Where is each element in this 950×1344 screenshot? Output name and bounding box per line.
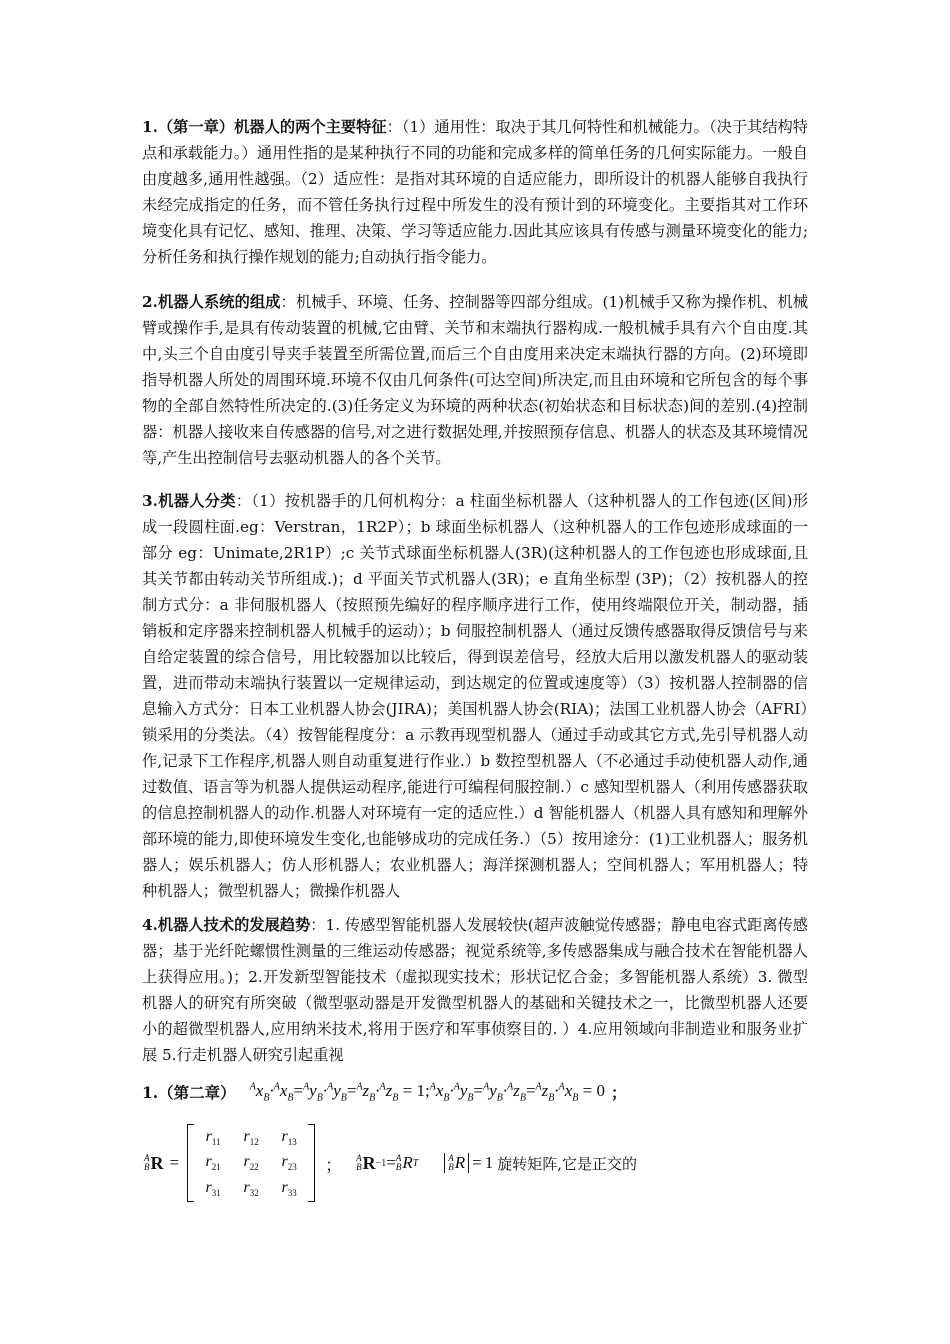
rotation-matrix (187, 1124, 315, 1202)
matrix-entry: $r_{11}$ (205, 1128, 221, 1148)
section-2-body: ：机械手、环境、任务、控制器等四部分组成。(1)机械手又称为操作机、机械臂或操作手,是具有传动装置的机械,它由臂、关节和末端执行器构成.一般机械手具有六个自由度.其中,头三个自由度引导夹手装置至所需位置,而后三个自由度用来决定末端执行器的方向。(2)环境即指导机器人所处的周围环境.环境不仅由几何条件(可达空间)所决定,而且由环境和它所包含的每个事物的全部自然特性所决定的.(3)任务定义为环境的两种状态(初始状态和目标状态)间的差别.(4)控制器：机器人接收来自传感器的信号,对之进行数据处理,并按照预存信息、机器人的状态及其环境情况等,产生出控制信号去驱动机器人的各个关节。 (142, 293, 809, 467)
frame-indices: A B (144, 1153, 150, 1172)
inverse-transpose-relation: ； A B R −1 = A B R T A B R = 1 旋转矩阵,它是正交的 (325, 1152, 638, 1175)
rotation-matrix-note: 旋转矩阵,它是正交的 (497, 1154, 638, 1173)
separator: ； (325, 1155, 343, 1175)
determinant: A B R (444, 1153, 469, 1173)
section-1-body: ：（1）通用性：取决于其几何特性和机械能力。（决于其结构特点和承载能力。）通用性指的是某种执行不同的功能和完成多样的简单任务的几何实际能力。一般自由度越多,通用性越强。（2）适应性：是指对其环境的自适应能力，即所设计的机器人能够自我执行未经完成指定的任务，而不管任务执行过程中所发生的没有预计到的环境变化。主要指其对工作环境变化具有记忆、感知、推理、决策、学习等适应能力.因此其应该具有传感与测量环境变化的能力;分析任务和执行操作规划的能力;自动执行指令能力。 (142, 118, 808, 266)
chapter-2-heading: 1.（第二章） (142, 1083, 236, 1102)
matrix-entry: $r_{21}$ (205, 1153, 221, 1173)
matrix-entry: $r_{31}$ (205, 1178, 221, 1198)
section-2-paragraph (142, 289, 808, 471)
section-3-heading: 3.机器人分类 (142, 492, 236, 510)
matrix-entry: $r_{32}$ (243, 1178, 259, 1198)
orthonormal-dot-products-formula: $^Ax_B\cdot^Ax_B=^Ay_B\cdot^Ay_B=^Az_B\cdot^Az_B$ = $1;^Ax_B\cdot^Ay_B=^Ay_B\cdot^Az_B=^Az_B\cdot^Ax_B = 0$ (249, 1080, 605, 1104)
section-3-paragraph (142, 488, 808, 904)
determinant-value: 1 (484, 1153, 494, 1172)
section-3-body: ：（1）按机器手的几何机构分：a 柱面坐标机器人（这种机器人的工作包迹(区间)形成一段圆柱面.eg：Verstran，1R2P）；b 球面坐标机器人（这种机器人的工作包迹形成球面的一部分 eg：Unimate,2R1P）;c 关节式球面坐标机器人(3R)(这种机器人的工作包迹也形成球面,且其关节都由转动关节所组成.)；d 平面关节式机器人(3R)；e 直角坐标型 (3P)；（2）按机器人的控制方式分：a 非伺服机器人（按照预先编好的程序顺序进行工作，使用终端限位开关，制动器，插销板和定序器来控制机器人机械手的运动）；b 伺服控制机器人（通过反馈传感器取得反馈信号与来自给定装置的综合信号，用比较器加以比较后，得到误差信号，经放大后用以激发机器人的驱动装置，进而带动末端执行装置以一定规律运动，到达规定的位置或速度等）（3）按机器人控制器的信息输入方式分：日本工业机器人协会(JIRA)；美国机器人协会(RIA)；法国工业机器人协会（AFRI）锁采用的分类法。（4）按智能程度分：a 示教再现型机器人（通过手动或其它方式,先引导机器人动作,记录下工作程序,机器人则自动重复进行作业.）b 数控型机器人（不必通过手动使机器人动作,通过数值、语言等为机器人提供运动程序,能进行可编程伺服控制.）c 感知型机器人（利用传感器获取的信息控制机器人的动作.机器人对环境有一定的适应性.）d 智能机器人（机器人具有感知和理解外部环境的能力,即使环境发生变化,也能够成功的完成任务.）（5）按用途分：(1)工业机器人；服务机器人；娱乐机器人；仿人形机器人；农业机器人；海洋探测机器人；空间机器人；军用机器人；特种机器人；微型机器人；微操作机器人 (142, 492, 809, 900)
matrix-entry: $r_{33}$ (281, 1178, 297, 1198)
section-4-heading: 4.机器人技术的发展趋势 (142, 916, 311, 934)
matrix-entry: $r_{22}$ (243, 1153, 259, 1173)
matrix-entry: $r_{13}$ (281, 1128, 297, 1148)
section-2-heading: 2.机器人系统的组成 (142, 293, 281, 311)
rotation-matrix-block: A B R = $r_{11}$ $r_{12}$ $r_{13}$ $r_{21}$ $r_{22}$ $r_{23}$ $r_{31}$ $r_{32}$ $r_{33}$ ； A B R −1 = A B R T A B R = 1 旋转矩阵,它是正交的 (144, 1118, 637, 1208)
section-4-body: ：1. 传感型智能机器人发展较快(超声波触觉传感器；静电电容式距离传感器；基于光纤陀螺惯性测量的三维运动传感器；视觉系统等,多传感器集成与融合技术在智能机器人上获得应用。)；2.开发新型智能技术（虚拟现实技术；形状记忆合金；多智能机器人系统）3. 微型机器人的研究有所突破（微型驱动器是开发微型机器人的基础和关键技术之一，比微型机器人还要小的超微型机器人,应用纳米技术,将用于医疗和军事侦察目的. ）4.应用领域向非制造业和服务业扩展 5.行走机器人研究引起重视 (142, 916, 808, 1064)
section-4-paragraph (142, 912, 808, 1068)
chapter-2-formula-line (142, 1077, 627, 1107)
section-1-heading: 1.（第一章）机器人的两个主要特征 (142, 118, 387, 136)
matrix-entry: $r_{23}$ (281, 1153, 297, 1173)
section-1-paragraph (142, 114, 808, 270)
formula-semicolon: ； (610, 1085, 627, 1102)
rotation-symbol: R (150, 1152, 164, 1173)
matrix-entry: $r_{12}$ (243, 1128, 259, 1148)
